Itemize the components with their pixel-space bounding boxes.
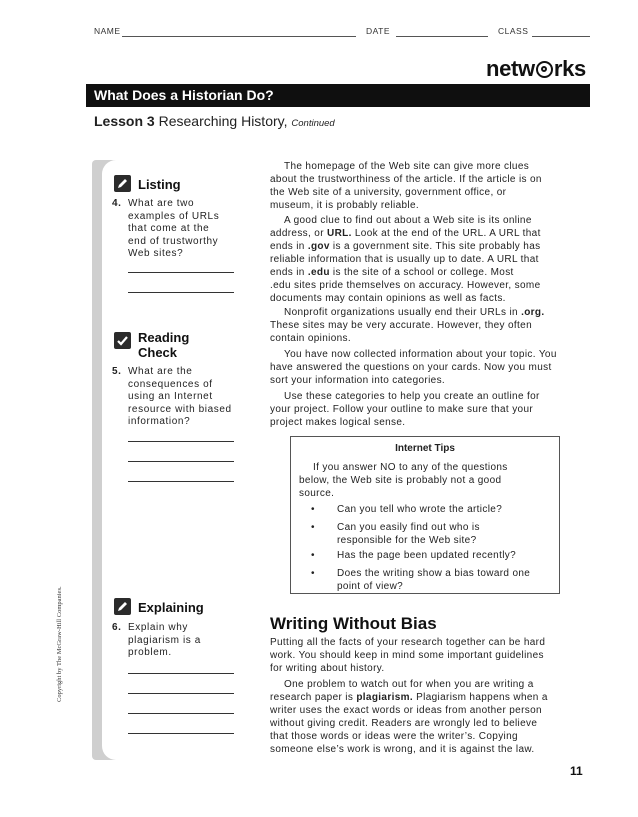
- section-heading: Writing Without Bias: [270, 614, 437, 633]
- logo-globe-icon: [536, 61, 553, 78]
- paragraph-plagiarism: One problem to watch out for when you are writing a research paper is plagiarism. Plagiarism happens when a writer uses the exact words or ideas from another person without giving credit. Readers are wrongly led to believe that those words or ideas were the writer’s. Copying someone else’s work is wrong, and it is against the law.: [270, 679, 548, 755]
- date-label: DATE: [366, 26, 391, 36]
- paragraph-categories: You have now collected information about your topic. You have answered the questions on your cards. Now you must sort your information into categories.: [270, 349, 557, 386]
- pencil-icon: [114, 598, 131, 615]
- chapter-title-bar: [86, 84, 590, 107]
- chapter-title: What Does a Historian Do?: [94, 87, 274, 103]
- internet-tips-box: Internet Tips If you answer NO to any of the questions below, the Web site is probably not a good source. • Can you tell who wrote the article? • Can you easily find out who is responsible for the Web site? • Has the page been updated recently? • Does the writing show a bias toward one point of view?: [290, 436, 560, 594]
- paragraph-homepage: The homepage of the Web site can give more clues about the trustworthiness of the article. If the article is on the Web site of a university, government office, or museum, it is probably reliable.: [270, 161, 542, 211]
- answer-line-6c[interactable]: [128, 713, 234, 714]
- page-number: 11: [570, 764, 583, 778]
- pencil-icon: [114, 175, 131, 192]
- answer-line-5a[interactable]: [128, 441, 234, 442]
- question-4: 4. What are two examples of URLs that come at the end of trustworthy Web sites?: [112, 198, 220, 259]
- question-6: 6. Explain why plagiarism is a problem.: [112, 622, 201, 658]
- listing-title: Listing: [138, 177, 181, 192]
- paragraph-outline: Use these categories to help you create an outline for your project. Follow your outline to make sure that your project makes logical sense.: [270, 391, 540, 428]
- paragraph-putting-facts: Putting all the facts of your research together can be hard work. You should keep in mind some important guidelines for writing about history.: [270, 637, 546, 674]
- internet-tips-intro: If you answer NO to any of the questions below, the Web site is probably not a good source.: [299, 462, 508, 499]
- answer-line-5c[interactable]: [128, 481, 234, 482]
- sidebar-panel: [92, 160, 256, 760]
- reading-check-title: Reading Check: [138, 330, 190, 360]
- answer-line-6b[interactable]: [128, 693, 234, 694]
- worksheet-header: [94, 26, 590, 40]
- answer-line-4b[interactable]: [128, 292, 234, 293]
- checkmark-icon: [114, 332, 131, 349]
- sidebar-inner: [102, 160, 256, 760]
- explaining-title: Explaining: [138, 600, 204, 615]
- answer-line-5b[interactable]: [128, 461, 234, 462]
- networks-logo: netw rks: [485, 56, 586, 81]
- date-line: [396, 36, 488, 37]
- paragraph-nonprofit: Nonprofit organizations usually end their URLs in .org. These sites may be very accurate. However, they often contain opinions.: [270, 307, 545, 344]
- class-line: [532, 36, 590, 37]
- lesson-heading: Lesson 3 Researching History, Continued: [94, 113, 335, 129]
- answer-line-6d[interactable]: [128, 733, 234, 734]
- internet-tips-title: Internet Tips: [395, 443, 455, 454]
- name-line: [122, 36, 356, 37]
- question-5: 5. What are the consequences of using an Internet resource with biased information?: [112, 366, 232, 427]
- answer-line-6a[interactable]: [128, 673, 234, 674]
- class-label: CLASS: [498, 26, 529, 36]
- copyright-notice: Copyright by The McGraw-Hill Companies.: [56, 586, 63, 702]
- paragraph-url: A good clue to find out about a Web site is its online address, or URL. Look at the end of the URL. A URL that ends in .gov is a government site. This site probably has reliable information that is usually up to date. A URL that ends in .edu is the site of a school or college. Most .edu sites pride themselves on accuracy. However, some documents may contain opinions as well as facts.: [270, 215, 541, 304]
- name-label: NAME: [94, 26, 121, 36]
- answer-line-4a[interactable]: [128, 272, 234, 273]
